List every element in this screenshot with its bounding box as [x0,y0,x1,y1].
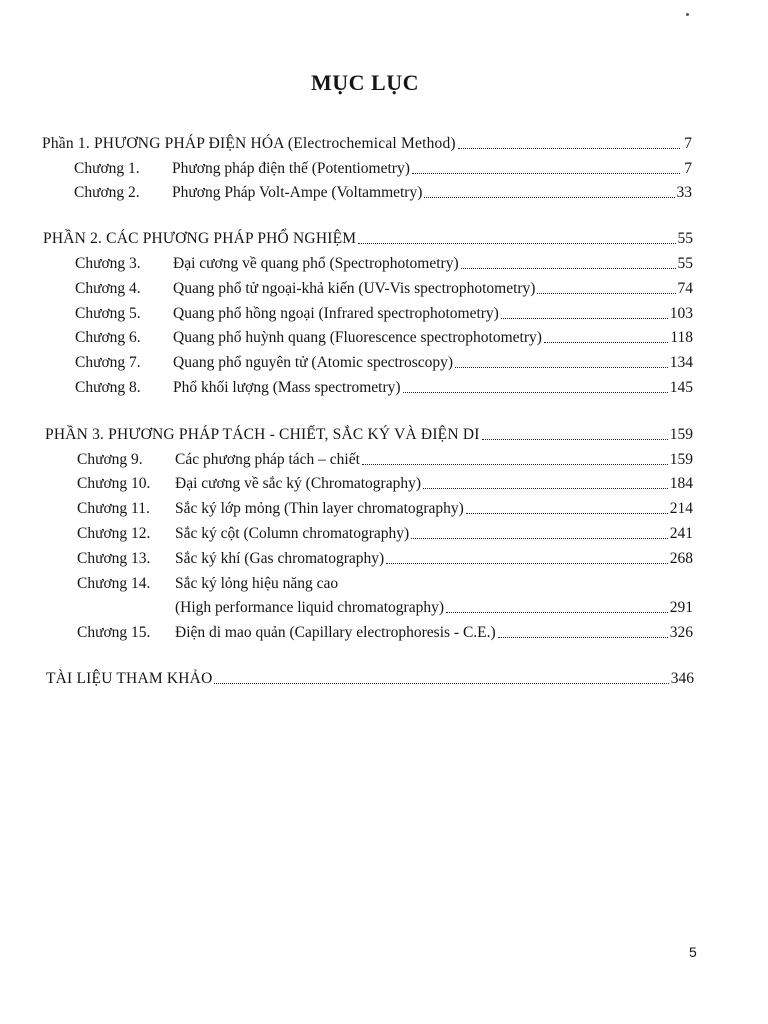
toc-chapter-7[interactable] [75,353,693,373]
toc-chapter-title: Phương Pháp Volt-Ampe (Voltammetry) [172,184,423,201]
toc-chapter-5[interactable] [75,304,693,324]
toc-chapter-title: Sắc ký lỏng hiệu năng cao [175,575,339,592]
toc-chapter-number: Chương 3. [75,255,141,272]
dot-leader [446,611,668,613]
toc-page-number: 55 [677,255,693,272]
page-title: MỤC LỤC [311,70,419,95]
toc-part-title: PHẦN 2. CÁC PHƯƠNG PHÁP PHỔ NGHIỆM [43,230,357,247]
toc-chapter-title: Đại cương về quang phổ (Spectrophotometry) [173,255,459,272]
toc-chapter-title: Sắc ký lớp mỏng (Thin layer chromatography) [175,500,464,517]
toc-chapter-14-continuation[interactable] [175,598,693,618]
toc-chapter-1[interactable] [74,159,692,179]
toc-page-number: 118 [670,329,693,346]
dot-leader [411,537,668,539]
toc-chapter-title-continuation: (High performance liquid chromatography) [175,599,445,616]
toc-part-2[interactable] [43,229,693,249]
toc-chapter-number: Chương 4. [75,280,141,297]
toc-chapter-title: Sắc ký cột (Column chromatography) [175,525,410,542]
toc-chapter-9[interactable] [77,450,693,470]
toc-chapter-number: Chương 7. [75,354,141,371]
toc-part-1[interactable] [42,134,692,154]
toc-chapter-11[interactable] [77,499,693,519]
toc-page-number: 74 [677,280,693,297]
dot-leader [412,172,680,174]
toc-page-number: 103 [669,305,693,322]
toc-page-number: 159 [669,426,693,443]
toc-chapter-number: Chương 13. [77,550,151,567]
toc-chapter-12[interactable] [77,524,693,544]
toc-page-number: 241 [669,525,693,542]
toc-chapter-title: Phổ khối lượng (Mass spectrometry) [173,379,401,396]
dot-leader [466,512,668,514]
dot-leader [501,317,668,319]
dot-leader [458,147,680,149]
toc-chapter-number: Chương 2. [74,184,140,201]
dot-leader [455,366,668,368]
toc-chapter-title: Quang phổ hồng ngoại (Infrared spectrophotometry) [173,305,499,322]
toc-part-3[interactable] [45,425,693,445]
toc-chapter-number: Chương 5. [75,305,141,322]
toc-chapter-number: Chương 11. [77,500,150,517]
dot-leader [482,438,668,440]
toc-part-title: Phần 1. PHƯƠNG PHÁP ĐIỆN HÓA (Electrochemical Method) [42,135,456,152]
toc-chapter-number: Chương 12. [77,525,151,542]
toc-chapter-number: Chương 10. [77,475,151,492]
toc-chapter-title: Đại cương về sắc ký (Chromatography) [175,475,422,492]
page-number: 5 [689,944,697,960]
toc-chapter-number: Chương 15. [77,624,151,641]
toc-page-number: 134 [669,354,693,371]
toc-page-number: 159 [669,451,693,468]
toc-chapter-number: Chương 9. [77,451,143,468]
toc-chapter-title: Quang phổ huỳnh quang (Fluorescence spectrophotometry) [173,329,542,346]
toc-chapter-title: Phương pháp điện thế (Potentiometry) [172,160,410,177]
toc-chapter-title: Quang phổ tử ngoại-khả kiến (UV-Vis spectrophotometry) [173,280,536,297]
toc-page-number: 184 [669,475,693,492]
toc-chapter-number: Chương 8. [75,379,141,396]
toc-page-number: 7 [684,160,692,177]
toc-page-number: 214 [669,500,693,517]
toc-page-number: 55 [677,230,693,247]
toc-chapter-number: Chương 14. [77,575,151,592]
toc-chapter-4[interactable] [75,279,693,299]
dot-leader [537,292,675,294]
toc-chapter-2[interactable] [74,183,692,203]
dot-leader [362,463,668,465]
toc-chapter-14[interactable] [77,574,338,594]
toc-page-number: 326 [669,624,693,641]
dot-leader [544,341,668,343]
dot-leader [498,636,668,638]
toc-chapter-13[interactable] [77,549,693,569]
toc-chapter-3[interactable] [75,254,693,274]
toc-references-title: TÀI LIỆU THAM KHẢO [46,670,213,687]
dot-leader [386,562,668,564]
dot-leader [358,242,675,244]
toc-chapter-title: Sắc ký khí (Gas chromatography) [175,550,385,567]
toc-page-number: 291 [669,599,693,616]
toc-chapter-8[interactable] [75,378,693,398]
toc-chapter-title: Điện di mao quản (Capillary electrophoresis - C.E.) [175,624,496,641]
dot-leader [423,487,668,489]
toc-chapter-10[interactable] [77,474,693,494]
toc-chapter-15[interactable] [77,623,693,643]
toc-page-number: 145 [669,379,693,396]
toc-page-number: 33 [676,184,692,201]
toc-chapter-number: Chương 6. [75,329,141,346]
dot-leader [214,682,668,684]
toc-page-number: 7 [684,135,692,152]
dot-leader [424,196,674,198]
dot-leader [461,267,676,269]
scan-speck [686,13,689,16]
toc-chapter-title: Các phương pháp tách – chiết [175,451,360,468]
dot-leader [403,391,668,393]
toc-page-number: 268 [669,550,693,567]
toc-chapter-title: Quang phổ nguyên tử (Atomic spectroscopy) [173,354,454,371]
toc-references[interactable] [46,669,694,689]
toc-chapter-number: Chương 1. [74,160,140,177]
toc-part-title: PHẦN 3. PHƯƠNG PHÁP TÁCH - CHIẾT, SẮC KÝ VÀ ĐIỆN DI [45,426,480,443]
toc-chapter-6[interactable] [75,328,693,348]
toc-page-number: 346 [670,670,694,687]
